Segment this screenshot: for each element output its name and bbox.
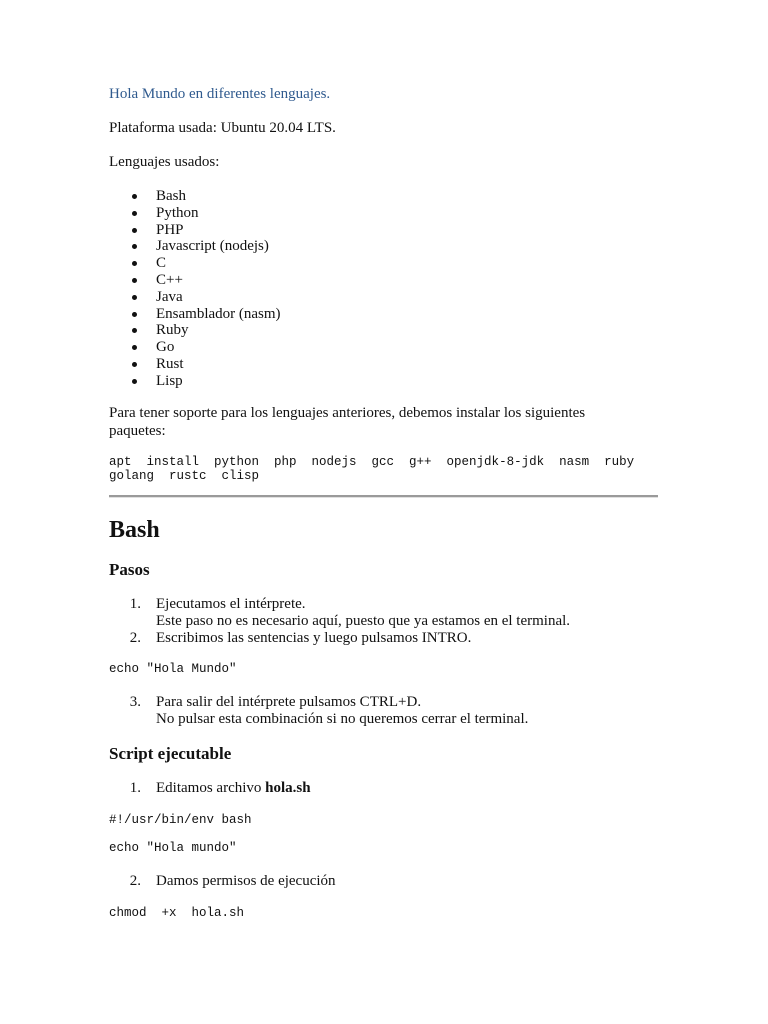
install-command-line1: apt install python php nodejs gcc g++ openjdk-8-jdk nasm ruby — [109, 455, 635, 469]
document-page: Hola Mundo en diferentes lenguajes. Plataforma usada: Ubuntu 20.04 LTS. Lenguajes usados: Bash Python PHP Javascript (nodejs) C C++ Java Ensamblador (nasm) Ruby Go Rust Lisp Para tener soporte para los lenguajes anteriores, debemos instalar los siguientes paquetes: apt install python php nodejs gcc g++ openjdk-8-jdk nasm ruby golang rustc clisp Bash Pasos 1. Ejecutamos el intérprete. Este paso no es necesario aquí, puesto que ya estamos en el terminal. 2. Escribimos las sentencias y luego pulsamos INTRO. echo "Hola Mundo" 3. Para salir del intérprete pulsamos CTRL+D. No pulsar esta combinación si no queremos cerrar el terminal. Script ejecutable 1. Editamos archivo hola.sh #!/usr/bin/env bash echo "Hola mundo" 2. Damos permisos de ejecución chmod +x hola.sh — [0, 0, 768, 1024]
script-step1-text: Editamos archivo — [156, 780, 266, 796]
list-item: Go — [132, 339, 281, 356]
list-item: PHP — [132, 222, 281, 239]
list-item: Ruby — [132, 322, 281, 339]
list-item: Ensamblador (nasm) — [132, 306, 281, 323]
languages-label: Lenguajes usados: — [109, 154, 220, 170]
list-item: C++ — [132, 272, 281, 289]
platform-text: Plataforma usada: Ubuntu 20.04 LTS. — [109, 120, 336, 136]
install-command-line2: golang rustc clisp — [109, 469, 260, 483]
list-item: Python — [132, 205, 281, 222]
packages-text-line1: Para tener soporte para los lenguajes anteriores, debemos instalar los siguientes — [109, 405, 586, 421]
step3-line2: No pulsar esta combinación si no queremos cerrar el terminal. — [156, 711, 529, 727]
step2-line1: Escribimos las sentencias y luego pulsamos INTRO. — [156, 630, 472, 646]
bullet-icon — [132, 379, 137, 384]
bash-heading: Bash — [109, 517, 160, 543]
list-item: Lisp — [132, 373, 281, 390]
bullet-icon — [132, 362, 137, 367]
script-step2: Damos permisos de ejecución — [156, 873, 336, 889]
pasos-heading: Pasos — [109, 560, 150, 579]
languages-list — [132, 188, 281, 390]
code-chmod: chmod +x hola.sh — [109, 906, 245, 920]
bullet-icon — [132, 328, 137, 333]
script-step1 — [156, 780, 311, 797]
script-heading: Script ejecutable — [109, 744, 232, 763]
list-item: Bash — [132, 188, 281, 205]
bullet-icon — [132, 278, 137, 283]
horizontal-divider — [109, 495, 658, 498]
bullet-icon — [132, 345, 137, 350]
list-item: Rust — [132, 356, 281, 373]
bullet-icon — [132, 312, 137, 317]
bullet-icon — [132, 211, 137, 216]
list-item: Javascript (nodejs) — [132, 238, 281, 255]
bullet-icon — [132, 244, 137, 249]
bullet-icon — [132, 194, 137, 199]
step1-line1: Ejecutamos el intérprete. — [156, 596, 306, 612]
step3-line1: Para salir del intérprete pulsamos CTRL+D. — [156, 694, 422, 710]
list-item: C — [132, 255, 281, 272]
bullet-icon — [132, 228, 137, 233]
script-filename: hola.sh — [265, 780, 311, 796]
code-shebang: #!/usr/bin/env bash — [109, 813, 252, 827]
list-item: Java — [132, 289, 281, 306]
code-echo2: echo "Hola mundo" — [109, 841, 237, 855]
step1-line2: Este paso no es necesario aquí, puesto que ya estamos en el terminal. — [156, 613, 571, 629]
title-link[interactable]: Hola Mundo en diferentes lenguajes. — [109, 86, 331, 102]
bullet-icon — [132, 261, 137, 266]
code-echo: echo "Hola Mundo" — [109, 662, 237, 676]
packages-text-line2: paquetes: — [109, 423, 166, 439]
bullet-icon — [132, 295, 137, 300]
